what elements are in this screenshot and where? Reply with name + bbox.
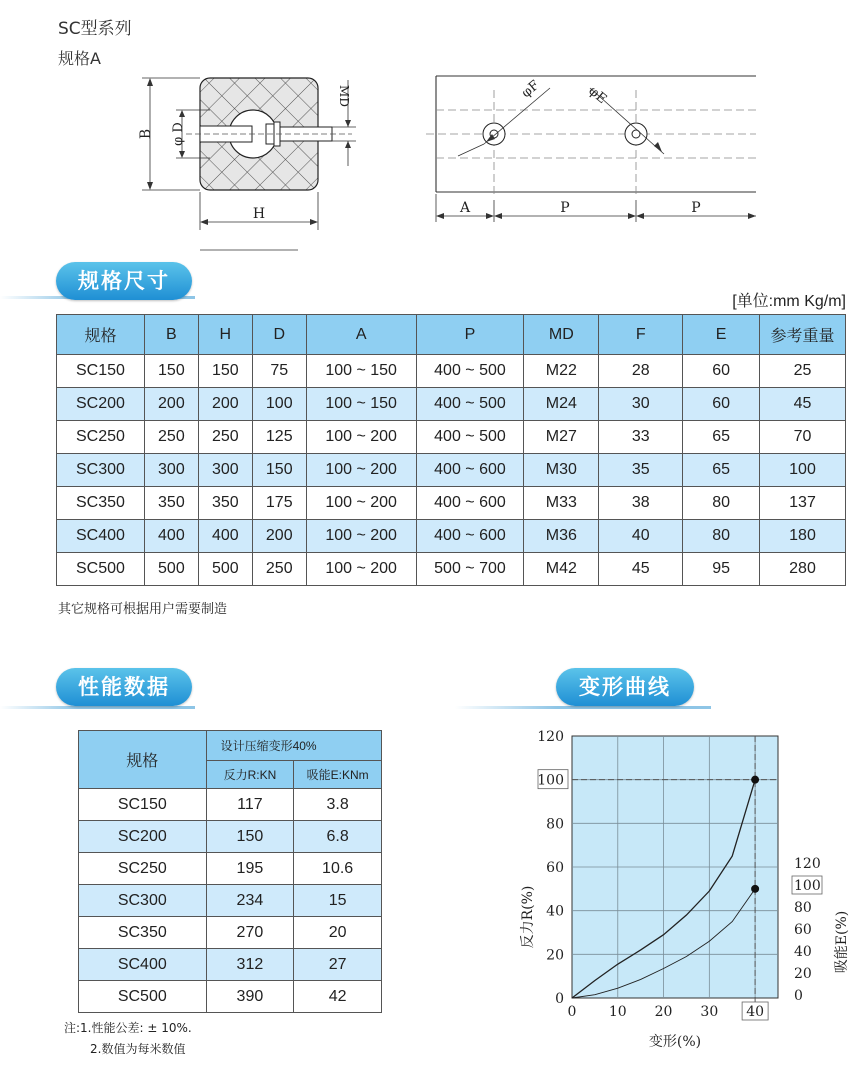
spec-cell: 95 <box>683 553 760 586</box>
spec-cell: 28 <box>599 355 683 388</box>
spec-cell: 250 <box>198 421 252 454</box>
perf-cell: SC350 <box>79 917 207 949</box>
section-underline <box>0 706 195 709</box>
spec-cell: SC500 <box>57 553 145 586</box>
spec-cell: 35 <box>599 454 683 487</box>
perf-cell: 312 <box>206 949 294 981</box>
perf-table-row <box>79 885 382 917</box>
curve-section-title: 变形曲线 <box>556 668 694 706</box>
x-tick-label: 0 <box>567 1004 577 1020</box>
spec-table <box>56 314 846 586</box>
spec-cell: 150 <box>198 355 252 388</box>
spec-cell: 200 <box>198 388 252 421</box>
perf-cell: 150 <box>206 821 294 853</box>
spec-cell: 70 <box>760 421 846 454</box>
x-tick-label: 20 <box>654 1004 673 1020</box>
fender-technical-drawing <box>120 70 770 255</box>
spec-table-row <box>57 388 846 421</box>
dim-p1-label: P <box>560 200 570 216</box>
spec-cell: 500 ~ 700 <box>416 553 524 586</box>
spec-col-header: D <box>252 315 306 355</box>
spec-cell: 100 ~ 200 <box>306 421 416 454</box>
spec-cell: 350 <box>198 487 252 520</box>
spec-cell: M42 <box>524 553 599 586</box>
unit-label: [单位:mm Kg/m] <box>732 293 846 310</box>
spec-table-row <box>57 454 846 487</box>
spec-table-row <box>57 355 846 388</box>
spec-cell: 80 <box>683 520 760 553</box>
y2-tick-label: 20 <box>794 966 812 982</box>
spec-cell: 60 <box>683 355 760 388</box>
spec-cell: 200 <box>252 520 306 553</box>
spec-cell: M36 <box>524 520 599 553</box>
spec-cell: 45 <box>599 553 683 586</box>
spec-cell: 280 <box>760 553 846 586</box>
spec-col-header: H <box>198 315 252 355</box>
spec-cell: 400 ~ 500 <box>416 388 524 421</box>
y2-tick-label: 0 <box>794 988 803 1004</box>
marker-energy-point <box>751 885 759 893</box>
y-axis-title: 反力R(%) <box>520 885 536 949</box>
spec-cell: 125 <box>252 421 306 454</box>
y2-tick-label: 60 <box>794 922 812 938</box>
spec-cell: M24 <box>524 388 599 421</box>
dim-d-label: φ D <box>171 122 186 146</box>
spec-cell: SC200 <box>57 388 145 421</box>
spec-col-header: 规格 <box>57 315 145 355</box>
spec-col-header: B <box>144 315 198 355</box>
spec-cell: M33 <box>524 487 599 520</box>
perf-spec-header: 规格 <box>79 731 207 789</box>
dim-a-label: A <box>459 200 471 216</box>
spec-cell: 65 <box>683 421 760 454</box>
perf-cell: SC500 <box>79 981 207 1013</box>
y2-tick-label: 40 <box>794 944 812 960</box>
spec-cell: M22 <box>524 355 599 388</box>
spec-cell: 300 <box>144 454 198 487</box>
perf-note-1: 注:1.性能公差: ± 10%. <box>64 1021 192 1035</box>
spec-cell: 100 ~ 200 <box>306 454 416 487</box>
perf-cell: 15 <box>294 885 382 917</box>
spec-cell: 175 <box>252 487 306 520</box>
y2-tick-label: 100 <box>794 878 821 894</box>
spec-cell: SC150 <box>57 355 145 388</box>
spec-col-header: F <box>599 315 683 355</box>
spec-cell: 100 ~ 200 <box>306 520 416 553</box>
spec-cell: 500 <box>144 553 198 586</box>
spec-cell: 250 <box>252 553 306 586</box>
spec-cell: M27 <box>524 421 599 454</box>
perf-cell: 27 <box>294 949 382 981</box>
perf-cell: 390 <box>206 981 294 1013</box>
y-tick-label: 60 <box>546 860 564 876</box>
spec-cell: SC350 <box>57 487 145 520</box>
spec-cell: 100 ~ 150 <box>306 388 416 421</box>
spec-cell: 150 <box>252 454 306 487</box>
spec-col-header: P <box>416 315 524 355</box>
perf-e-header: 吸能E:KNm <box>294 761 382 789</box>
spec-cell: 30 <box>599 388 683 421</box>
spec-cell: 45 <box>760 388 846 421</box>
dim-md-label: MD <box>337 85 351 107</box>
spec-cell: 25 <box>760 355 846 388</box>
spec-table-row <box>57 520 846 553</box>
spec-cell: SC300 <box>57 454 145 487</box>
spec-table-row <box>57 487 846 520</box>
y-tick-label: 0 <box>555 991 564 1007</box>
y2-tick-label: 80 <box>794 900 812 916</box>
dim-f-label: φF <box>518 77 543 102</box>
spec-cell: 400 ~ 600 <box>416 487 524 520</box>
spec-section-title: 规格尺寸 <box>56 262 192 300</box>
spec-cell: 65 <box>683 454 760 487</box>
x-tick-label: 40 <box>746 1004 765 1020</box>
perf-cell: SC150 <box>79 789 207 821</box>
spec-cell: 180 <box>760 520 846 553</box>
perf-cell: 234 <box>206 885 294 917</box>
perf-cell: SC250 <box>79 853 207 885</box>
spec-col-header: MD <box>524 315 599 355</box>
deformation-curve-chart <box>510 722 860 1052</box>
spec-cell: 60 <box>683 388 760 421</box>
x-tick-label: 30 <box>700 1004 719 1020</box>
spec-cell: M30 <box>524 454 599 487</box>
spec-cell: 100 <box>760 454 846 487</box>
top-view <box>426 76 756 222</box>
series-title: SC型系列 <box>58 19 132 39</box>
spec-cell: 100 ~ 200 <box>306 553 416 586</box>
spec-cell: 400 ~ 600 <box>416 454 524 487</box>
spec-note: 其它规格可根据用户需要制造 <box>58 602 228 617</box>
y-tick-label: 100 <box>537 772 564 789</box>
spec-col-header: E <box>683 315 760 355</box>
spec-cell: 100 ~ 150 <box>306 355 416 388</box>
perf-section-title: 性能数据 <box>56 668 192 706</box>
spec-table-row <box>57 553 846 586</box>
marker-reaction-point <box>751 776 759 784</box>
perf-table-row <box>79 853 382 885</box>
dim-e-label: φE <box>585 83 610 108</box>
y2-axis-title: 吸能E(%) <box>834 910 850 974</box>
cross-section-view <box>138 78 356 250</box>
perf-group-header: 设计压缩变形40% <box>206 731 381 761</box>
x-tick-label: 10 <box>608 1004 627 1020</box>
perf-cell: SC400 <box>79 949 207 981</box>
y-tick-label: 80 <box>546 816 564 833</box>
perf-cell: 117 <box>206 789 294 821</box>
spec-cell: 300 <box>198 454 252 487</box>
spec-cell: 80 <box>683 487 760 520</box>
perf-cell: 195 <box>206 853 294 885</box>
perf-r-header: 反力R:KN <box>206 761 294 789</box>
perf-table-row <box>79 821 382 853</box>
dim-b-label: B <box>138 128 154 140</box>
spec-table-row <box>57 421 846 454</box>
spec-cell: 250 <box>144 421 198 454</box>
y-tick-label: 20 <box>546 947 564 964</box>
spec-cell: 150 <box>144 355 198 388</box>
spec-cell: 350 <box>144 487 198 520</box>
spec-cell: 33 <box>599 421 683 454</box>
perf-cell: 10.6 <box>294 853 382 885</box>
perf-cell: 20 <box>294 917 382 949</box>
perf-cell: 42 <box>294 981 382 1013</box>
spec-cell: 400 ~ 600 <box>416 520 524 553</box>
y-tick-label: 120 <box>537 729 564 745</box>
perf-table-row <box>79 981 382 1013</box>
spec-table-header-row <box>57 315 846 355</box>
spec-cell: 200 <box>144 388 198 421</box>
spec-cell: 100 <box>252 388 306 421</box>
spec-cell: 75 <box>252 355 306 388</box>
spec-cell: 400 <box>144 520 198 553</box>
perf-table-row <box>79 917 382 949</box>
perf-table-row <box>79 949 382 981</box>
spec-cell: 137 <box>760 487 846 520</box>
perf-table-row <box>79 789 382 821</box>
perf-table <box>78 730 382 1013</box>
perf-cell: 270 <box>206 917 294 949</box>
spec-cell: 400 ~ 500 <box>416 421 524 454</box>
spec-cell: SC250 <box>57 421 145 454</box>
spec-cell: 500 <box>198 553 252 586</box>
perf-cell: SC300 <box>79 885 207 917</box>
spec-cell: 400 ~ 500 <box>416 355 524 388</box>
spec-col-header: A <box>306 315 416 355</box>
x-axis-title: 变形(%) <box>648 1034 702 1050</box>
perf-cell: SC200 <box>79 821 207 853</box>
spec-cell: 400 <box>198 520 252 553</box>
spec-cell: SC400 <box>57 520 145 553</box>
spec-subtitle: 规格A <box>58 49 101 68</box>
perf-cell: 3.8 <box>294 789 382 821</box>
spec-cell: 100 ~ 200 <box>306 487 416 520</box>
spec-col-header: 参考重量 <box>760 315 846 355</box>
section-underline <box>455 706 711 709</box>
y2-tick-label: 120 <box>794 856 821 872</box>
perf-cell: 6.8 <box>294 821 382 853</box>
dim-h-label: H <box>252 206 266 222</box>
perf-note-2: 2.数值为每米数值 <box>90 1042 186 1056</box>
spec-cell: 38 <box>599 487 683 520</box>
y-tick-label: 40 <box>546 903 564 920</box>
dim-p2-label: P <box>691 200 701 216</box>
spec-cell: 40 <box>599 520 683 553</box>
